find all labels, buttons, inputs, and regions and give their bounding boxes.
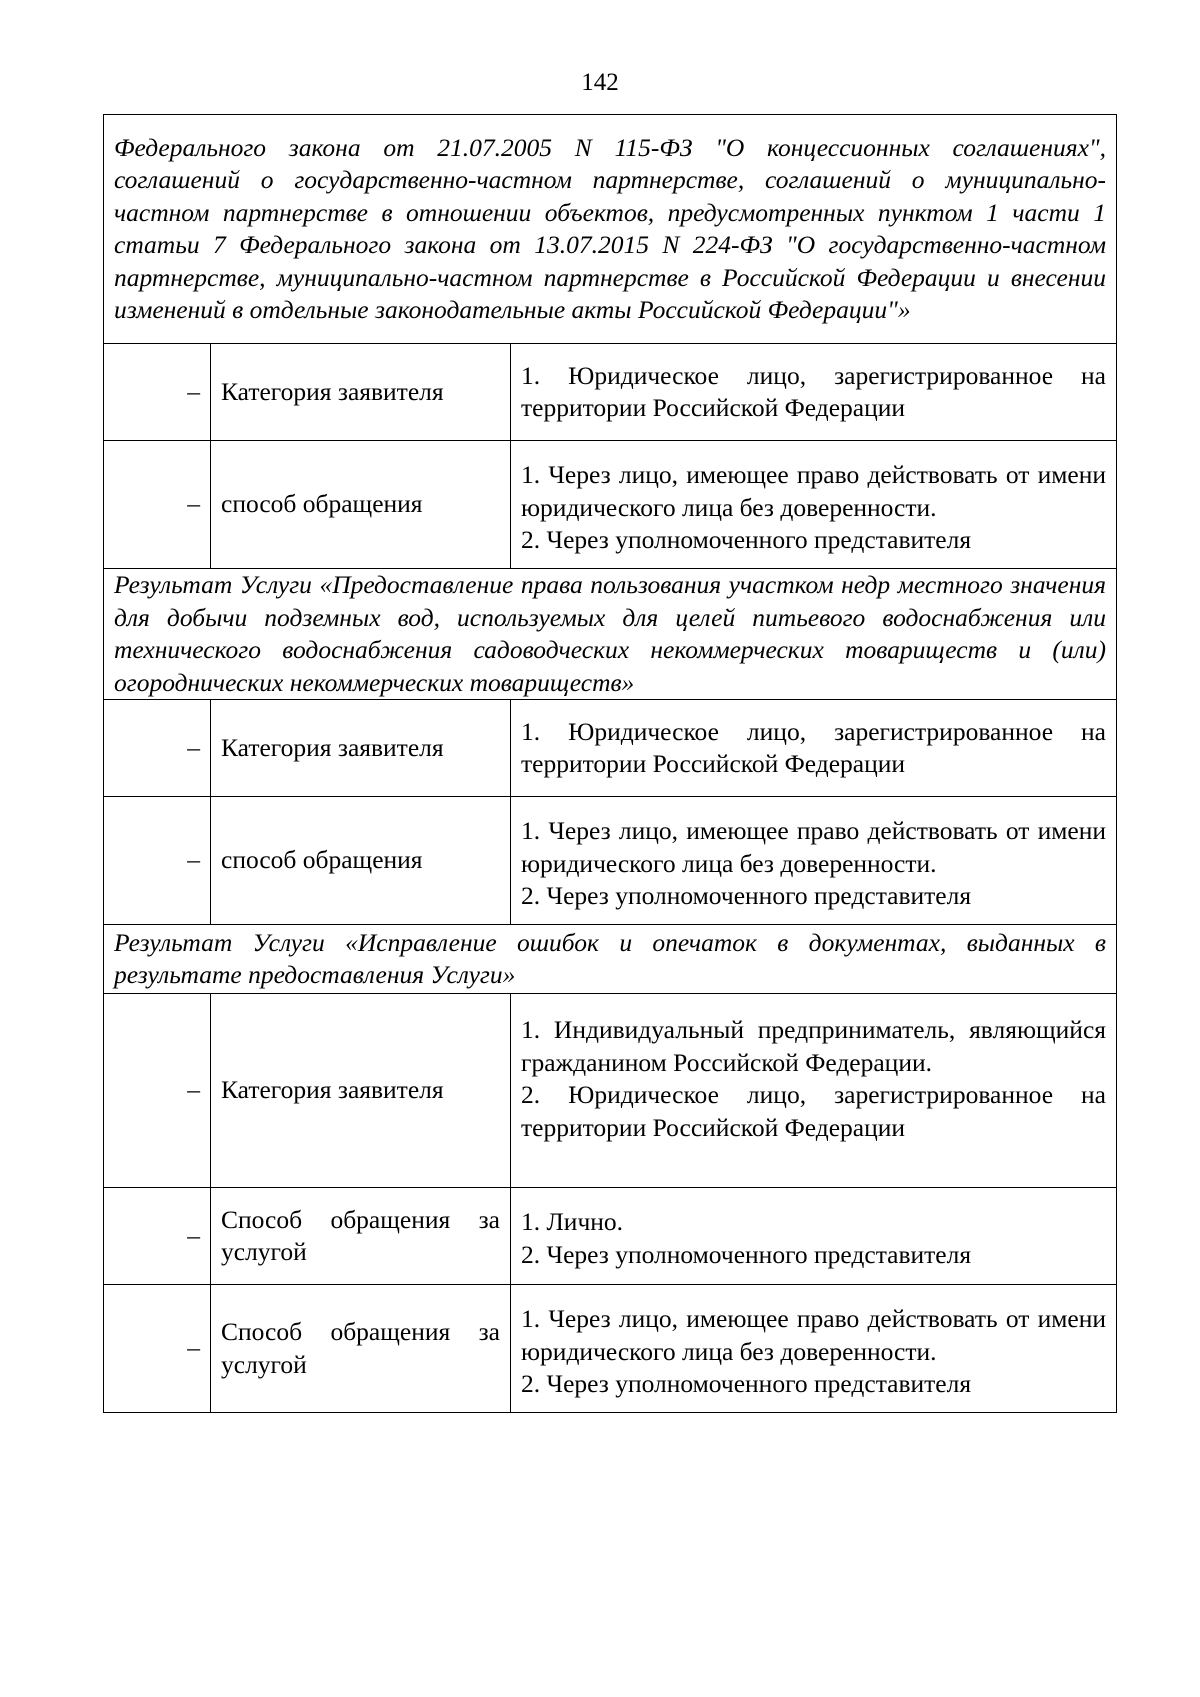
applicant-parameter-cell: Категория заявителя [211,994,511,1188]
table-row [104,1188,1117,1285]
table-row [104,797,1117,925]
section-header: Федерального закона от 21.07.2005 N 115-ФЗ "О концессионных соглашениях", соглашений о государственно-частном партнерстве, соглашений о муниципально-частном партнерстве в отношении объектов, предусмотренных пунктом 1 части 1 статьи 7 Федерального закона от 13.07.2015 N 224-ФЗ "О государственно-частном партнерстве, муниципально-частном партнерстве в Российской Федерации и внесении изменений в отдельные законодательные акты Российской Федерации"» [104,115,1117,344]
table-row [104,1285,1117,1413]
applicant-parameter-cell: Категория заявителя [211,700,511,797]
section-header: Результат Услуги «Исправление ошибок и опечаток в документах, выданных в результате предоставления Услуги» [104,925,1117,994]
dash-cell: – [104,1285,211,1413]
parameter-value-cell [511,797,1117,925]
table-row [104,700,1117,797]
dash-cell: – [104,441,211,569]
table-row [104,994,1117,1188]
table-row [104,344,1117,441]
dash-cell: – [104,797,211,925]
applicant-parameter-cell: Способ обращения за услугой [211,1188,511,1285]
dash-cell: – [104,1188,211,1285]
table-row [104,441,1117,569]
services-table [103,114,1117,1413]
parameter-value-cell [511,700,1117,797]
value-line: 2. Через уполномоченного представителя [521,525,972,554]
value-line: 1. Лично. [521,1207,624,1236]
applicant-parameter-cell: способ обращения [211,797,511,925]
section-header-row [104,115,1117,344]
applicant-parameter-cell: Категория заявителя [211,344,511,441]
value-line: 2. Через уполномоченного представителя [521,1239,972,1269]
dash-cell: – [104,344,211,441]
value-line: 2. Юридическое лицо, зарегистрированное на территории Российской Федерации [521,1080,1106,1142]
value-line: 2. Через уполномоченного представителя [521,881,972,910]
value-line: 1. Через лицо, имеющее право действовать от имени юридического лица без доверенности. [521,1304,1106,1366]
value-line: 2. Через уполномоченного представителя [521,1369,972,1398]
value-line: 1. Через лицо, имеющее право действовать от имени юридического лица без доверенности. [521,460,1106,522]
value-line: 1. Юридическое лицо, зарегистрированное на территории Российской Федерации [521,716,1106,778]
value-line: 1. Юридическое лицо, зарегистрированное на территории Российской Федерации [521,360,1106,422]
value-line: 1. Индивидуальный предприниматель, являющийся гражданином Российской Федерации. [521,1015,1106,1077]
dash-cell: – [104,700,211,797]
section-header-row [104,925,1117,994]
value-line: 1. Через лицо, имеющее право действовать от имени юридического лица без доверенности. [521,816,1106,878]
dash-cell: – [104,994,211,1188]
parameter-value-cell [511,1188,1117,1285]
section-header-row [104,569,1117,700]
section-header: Результат Услуги «Предоставление права пользования участком недр местного значения для добычи подземных вод, используемых для целей питьевого водоснабжения или технического водоснабжения садоводческих некоммерческих товариществ и (или) огороднических некоммерческих товариществ» [104,569,1117,700]
applicant-parameter-cell: способ обращения [211,441,511,569]
parameter-value-cell [511,344,1117,441]
parameter-value-cell [511,1285,1117,1413]
page-number: 142 [581,69,619,96]
parameter-value-cell [511,994,1117,1188]
applicant-parameter-cell: Способ обращения за услугой [211,1285,511,1413]
parameter-value-cell [511,441,1117,569]
